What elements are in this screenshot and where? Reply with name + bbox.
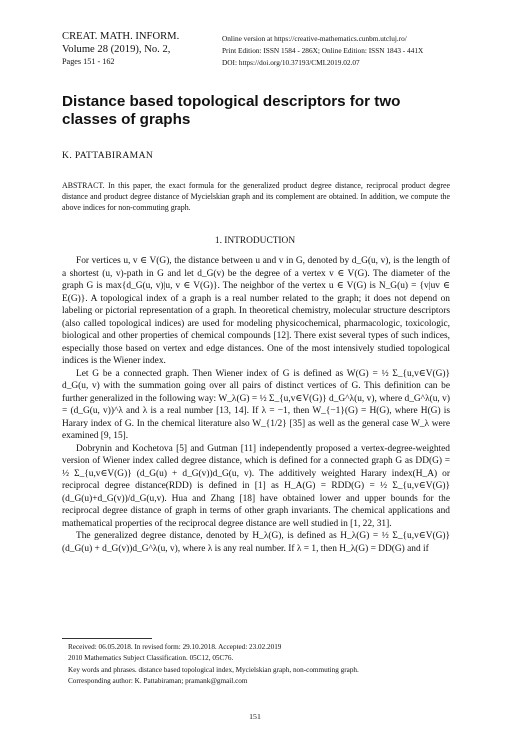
body-text — [62, 255, 450, 555]
paragraph: For vertices u, v ∈ V(G), the distance between u and v in G, denoted by d_G(u, v), is the length of a shortest (u, v)-path in G and let d_G(v) be the degree of a vertex v ∈ V(G). The diameter of the graph G is max{d_G(u, v)|u, v ∈ V(G)}. The neighbor of the vertex u ∈ V(G) is N_G(u) = {v|uv ∈ E(G)}. A topological index of a graph is a real number related to the graph; it does not depend on labeling or pictorial representation of a graph. In theoretical chemistry, molecular structure descriptors (also called topological indices) are used for modeling physicochemical, pharmacologic, toxicologic, biological and other properties of chemical compounds [12]. There exist several types of such indices, especially those based on vertex and edge distances. One of the most intensively studied topological indices is the Wiener index. — [62, 256, 450, 366]
abstract — [62, 180, 450, 214]
publication-info — [222, 33, 423, 70]
issn-line: Print Edition: ISSN 1584 - 286X; Online Edition: ISSN 1843 - 441X — [222, 46, 424, 56]
footnotes — [68, 642, 448, 687]
doi-line: DOI: https://doi.org/10.37193/CMI.2019.02.07 — [222, 58, 360, 68]
journal-header — [62, 31, 179, 69]
abstract-text: In this paper, the exact formula for the generalized product degree distance, reciprocal product degree distance and product degree distance of Mycielskian graph and its complement are obtained. In addition, we compute the above indices for non-commuting graph. — [62, 181, 450, 213]
footnote-divider — [62, 638, 152, 639]
keywords: Key words and phrases. distance based topological index, Mycielskian graph, non-commuting graph. — [68, 665, 359, 674]
paragraph: The generalized degree distance, denoted by H_λ(G), is defined as H_λ(G) = ½ Σ_{u,v∈V(G)} (d_G(u) + d_G(v))d_G^λ(u, v), where λ is any real number. If λ = 1, then H_λ(G) = DD(G) and if — [62, 531, 450, 554]
paragraph: Let G be a connected graph. Then Wiener index of G is defined as W(G) = ½ Σ_{u,v∈V(G)} d_G(u, v) with the summation going over all pairs of distinct vertices of G. This definition can be further generalized in the following way: W_λ(G) = ½ Σ_{u,v∈V(G)} d_G^λ(u, v), where d_G^λ(u, v) = (d_G(u, v))^λ and λ is a real number [13, 14]. If λ = −1, then W_{−1}(G) = H(G), where H(G) is Harary index of G. In the chemical literature also W_{1/2} [35] as well as the general case W_λ were examined [9, 15]. — [62, 368, 450, 441]
author-name: K. PATTABIRAMAN — [62, 150, 154, 161]
msc-classification: 2010 Mathematics Subject Classification. 05C12, 05C76. — [68, 654, 234, 663]
journal-name: CREAT. MATH. INFORM. — [62, 31, 180, 42]
abstract-label: ABSTRACT. — [62, 181, 105, 190]
online-version: Online version at https://creative-mathematics.cunbm.utcluj.ro/ — [222, 34, 407, 43]
page-number: 151 — [249, 712, 261, 721]
section-heading: 1. INTRODUCTION — [214, 236, 296, 246]
paragraph: Dobrynin and Kochetova [5] and Gutman [11] independently proposed a vertex-degree-weighted version of Wiener index called degree distance, which is defined for a connected graph G as DD(G) = ½ Σ_{u,v∈V(G)} (d_G(u) + d_G(v))d_G(u, v). The additively weighted Harary index(H_A) or reciprocal degree distance(RDD) is defined in [1] as H_A(G) = RDD(G) = ½ Σ_{u,v∈V(G)} (d_G(u)+d_G(v))/d_G(u,v). Hua and Zhang [18] have obtained lower and upper bounds for the reciprocal degree distance of graph in terms of other graph invariants. The chemical applications and mathematical properties of the reciprocal degree distance are well studied in [1, 22, 31]. — [62, 443, 450, 529]
journal-pages: Pages 151 - 162 — [62, 57, 115, 67]
paper-title: Distance based topological descriptors for two classes of graphs — [62, 93, 401, 128]
journal-volume: Volume 28 (2019), No. 2, — [62, 43, 171, 55]
corresponding-author: Corresponding author: K. Pattabiraman; pramank@gmail.com — [68, 676, 248, 685]
received-dates: Received: 06.05.2018. In revised form: 29.10.2018. Accepted: 23.02.2019 — [68, 643, 282, 651]
